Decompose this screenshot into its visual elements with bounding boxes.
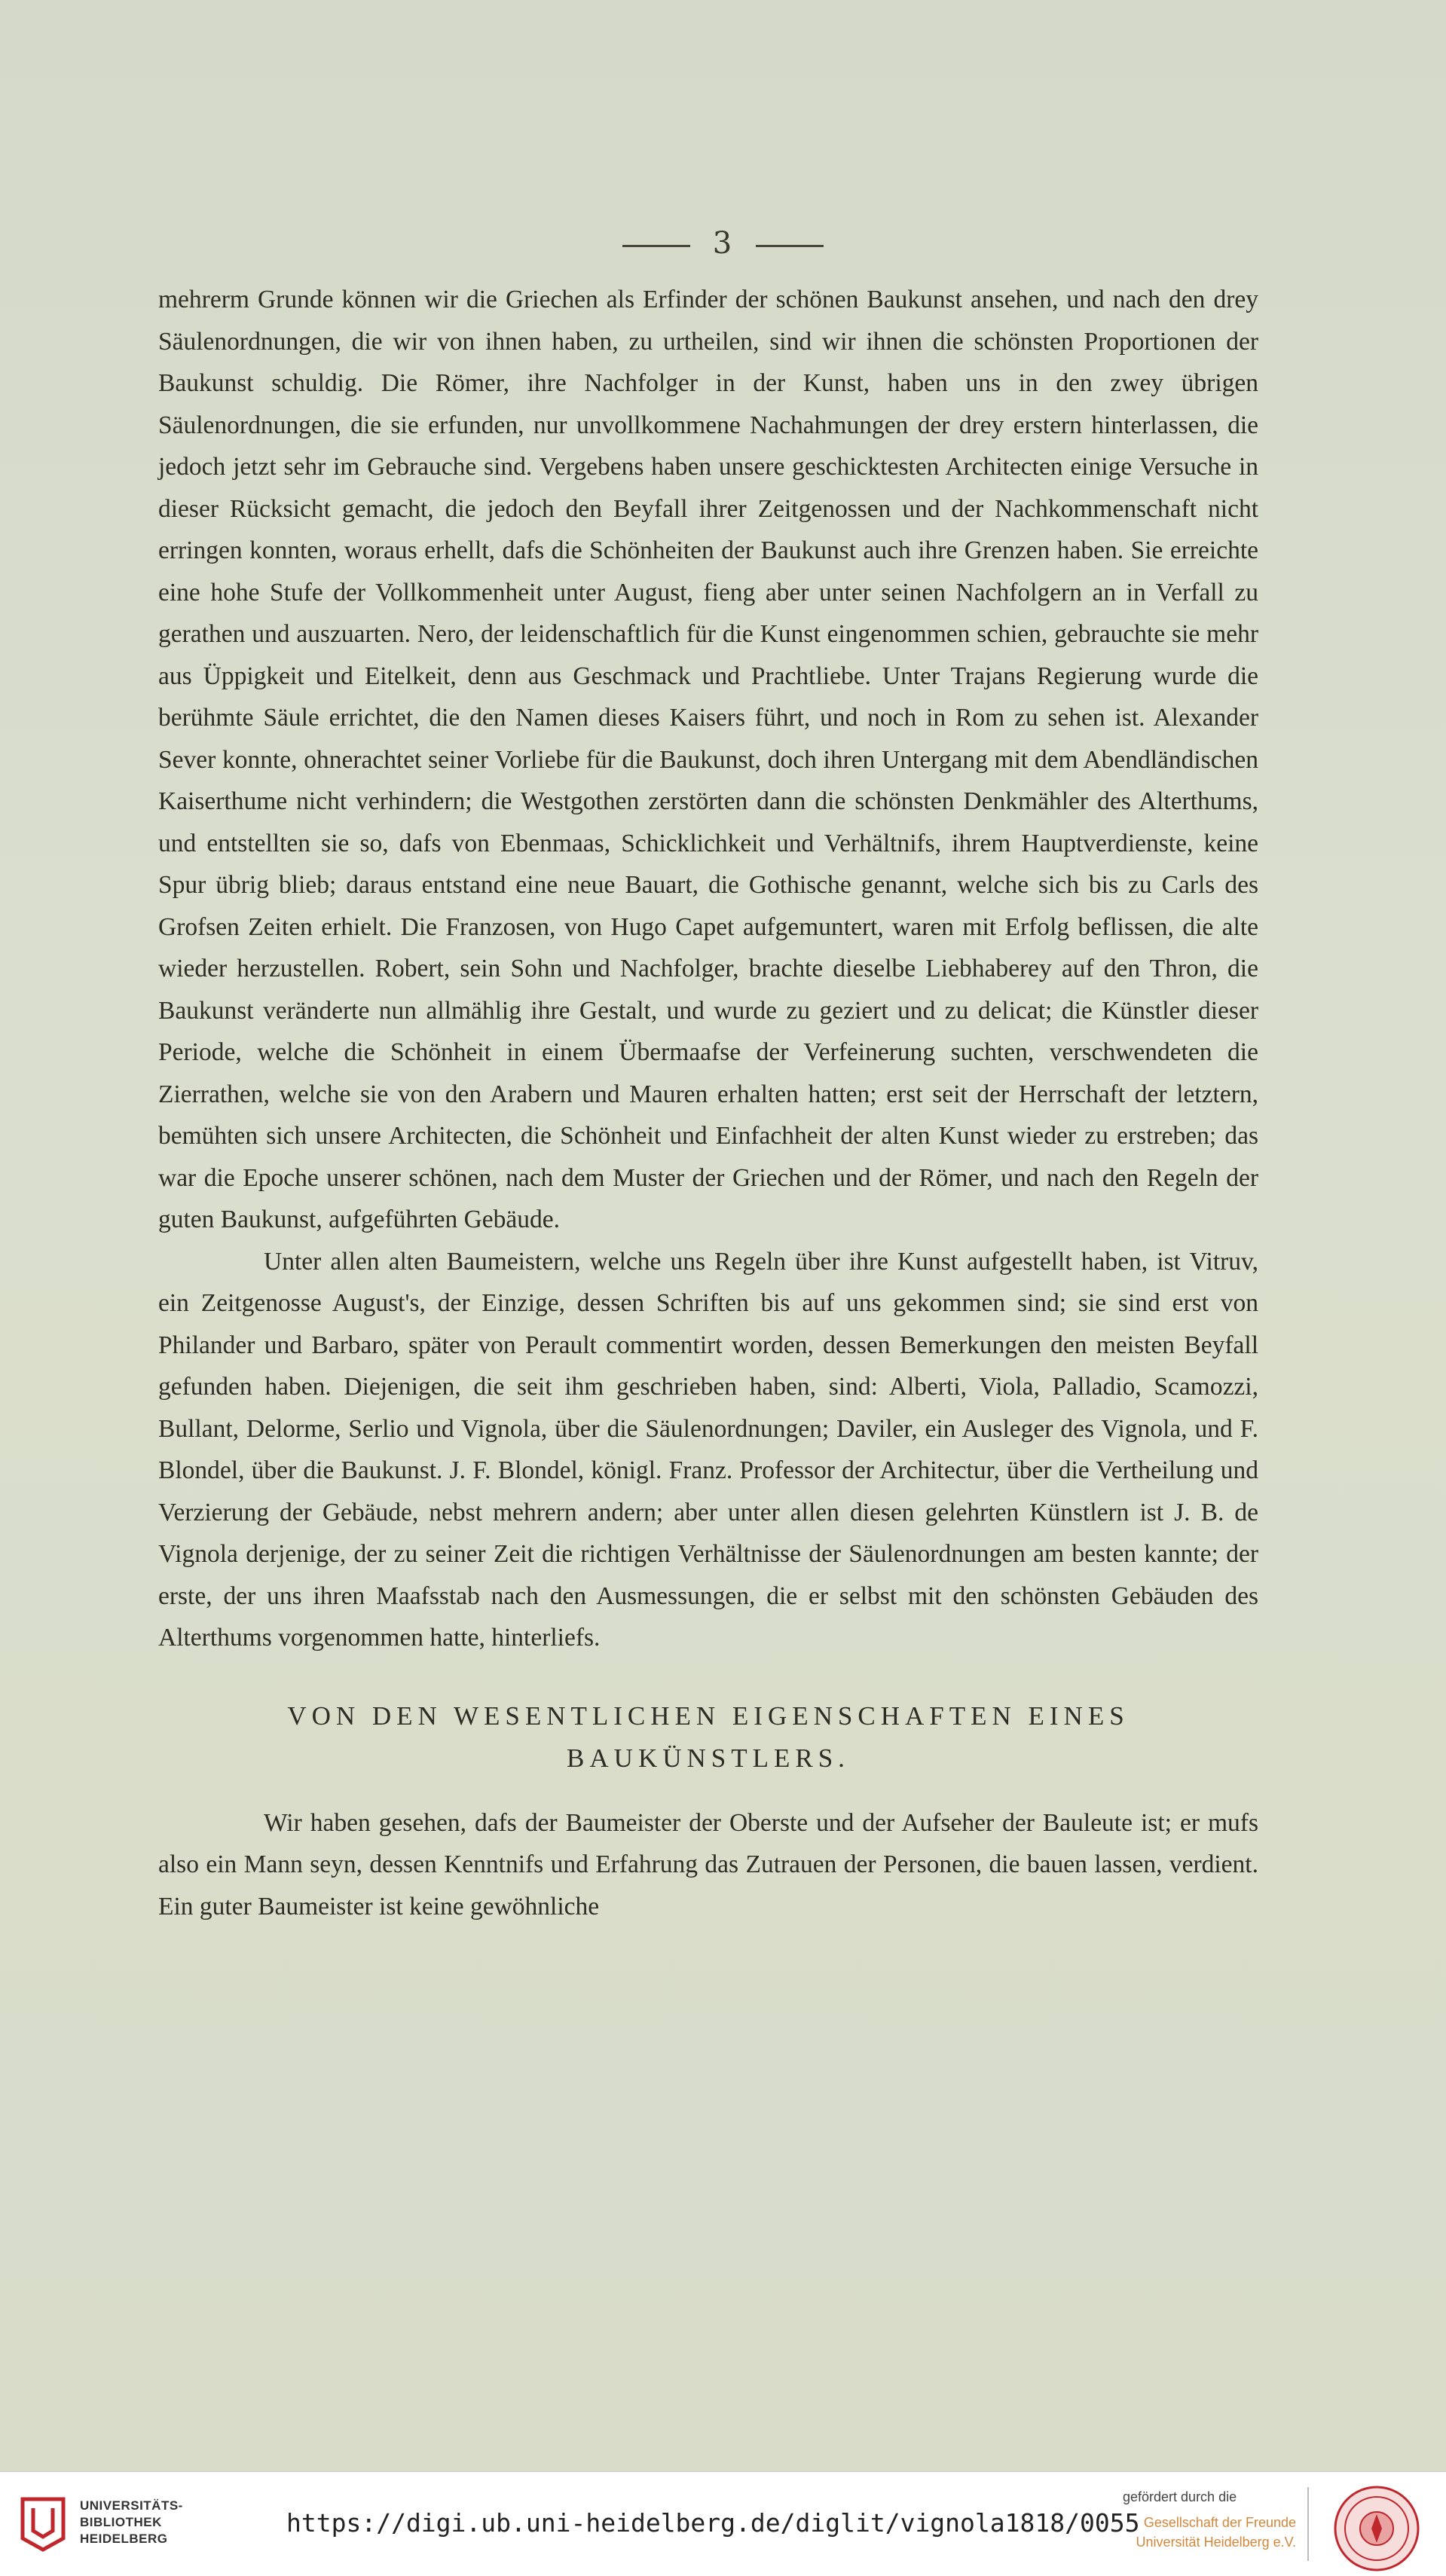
page-number [0,226,1446,261]
paragraph-3: Wir haben gesehen, dafs der Baumeister der Oberste und der Aufseher der Bauleute ist; er mufs also ein Mann seyn, dessen Kenntnifs und Erfahrung das Zutrauen der Personen, die bauen lassen, verdient. Ein guter Baumeister ist keine gewöhnliche [158,1808,1258,1921]
footer-bar [0,2471,1446,2576]
body-text [158,279,1258,1927]
footer-divider [1307,2487,1309,2561]
library-name-line-3: HEIDELBERG [80,2532,168,2546]
library-name-line-1: UNIVERSITÄTS- [80,2498,183,2513]
section-heading: VON DEN WESENTLICHEN EIGENSCHAFTEN EINES BAUKÜNSTLERS. [287,1701,1130,1773]
sponsor-name-line-1: Gesellschaft der Freunde [1143,2515,1296,2530]
sponsor-block [1123,2487,1296,2552]
library-logo-icon [17,2493,69,2553]
sponsor-name-line-2: Universität Heidelberg e.V. [1136,2535,1296,2550]
paragraph-2: Unter allen alten Baumeistern, welche uns Regeln über ihre Kunst aufgestellt haben, ist Vitruv, ein Zeitgenosse August's, der Einzige, dessen Schriften bis auf uns gekommen sind; sie sind erst von Philander und Barbaro, später von Perault commentirt worden, dessen Bemerkungen den meisten Beyfall gefunden haben. Diejenigen, die seit ihm geschrieben haben, sind: Alberti, Viola, Palladio, Scamozzi, Bullant, Delorme, Serlio und Vignola, über die Säulenordnungen; Daviler, ein Ausleger des Vignola, und F. Blondel, über die Baukunst. J. F. Blondel, königl. Franz. Professor der Architectur, über die Vertheilung und Verzierung der Gebäude, nebst mehrern andern; aber unter allen diesen gelehrten Künstlern ist J. B. de Vignola derjenige, der zu seiner Zeit die richtigen Verhältnisse der Säulenordnungen am besten kannte; der erste, der uns ihren Maafsstab nach den Ausmessungen, die er selbst mit den schönsten Gebäuden des Alterthums vorgenommen hatte, hinterliefs. [158,1247,1258,1652]
library-name [80,2498,183,2547]
library-name-line-2: BIBLIOTHEK [80,2515,162,2529]
paragraph-1: mehrerm Grunde können wir die Griechen als Erfinder der schönen Baukunst ansehen, und nach den drey Säulenordnungen, die wir von ihnen haben, zu urtheilen, sind wir ihnen die schönsten Proportionen der Baukunst schuldig. Die Römer, ihre Nachfolger in der Kunst, haben uns in den zwey übrigen Säulenordnungen, die sie erfunden, nur unvollkommene Nachahmungen der drey erstern hinterlassen, die jedoch jetzt sehr im Gebrauche sind. Vergebens haben unsere geschicktesten Architecten einige Versuche in dieser Rücksicht gemacht, die jedoch den Beyfall ihrer Zeitgenossen und der Nachkommenschaft nicht erringen konnten, woraus erhellt, dafs die Schönheiten der Baukunst auch ihre Grenzen haben. Sie erreichte eine hohe Stufe der Vollkommenheit unter August, fieng aber unter seinen Nachfolgern an in Verfall zu gerathen und auszuarten. Nero, der leidenschaftlich für die Kunst eingenommen schien, gebrauchte sie mehr aus Üppigkeit und Eitelkeit, denn aus Geschmack und Prachtliebe. Unter Trajans Regierung wurde die berühmte Säule errichtet, die den Namen dieses Kaisers führt, und noch in Rom zu sehen ist. Alexander Sever konnte, ohnerachtet seiner Vorliebe für die Baukunst, doch ihren Untergang mit dem Abendländischen Kaiserthume nicht verhindern; die Westgothen zerstörten dann die schönsten Denkmähler des Alterthums, und entstellten sie so, dafs von Ebenmaas, Schicklichkeit und Verhältnifs, ihrem Hauptverdienste, keine Spur übrig blieb; daraus entstand eine neue Bauart, die Gothische genannt, welche sich bis zu Carls des Grofsen Zeiten erhielt. Die Franzosen, von Hugo Capet aufgemuntert, waren mit Erfolg beflissen, die alte wieder herzustellen. Robert, sein Sohn und Nachfolger, brachte dieselbe Liebhaberey auf den Thron, die Baukunst veränderte nun allmählig ihre Gestalt, und wurde zu geziert und zu delicat; die Künstler dieser Periode, welche die Schönheit in einem Übermaafse der Verfeinerung suchten, verschwendeten die Zierrathen, welche sie von den Arabern und Mauren erhalten hatten; erst seit der Herrschaft der letztern, bemühten sich unsere Architecten, die Schönheit und Einfachheit der alten Kunst wieder zu erstreben; das war die Epoche unserer schönen, nach dem Muster der Griechen und der Römer, und nach den Regeln der guten Baukunst, aufgeführten Gebäude. [158,286,1258,1233]
folio-dash-left [622,245,690,247]
university-seal-icon [1332,2484,1421,2573]
permalink[interactable]: https://digi.ub.uni-heidelberg.de/diglit/vignola1818/0055 [286,2508,1140,2538]
funded-by-label: gefördert durch die [1123,2489,1237,2504]
folio-dash-right [756,245,824,247]
folio-number: 3 [712,226,734,261]
